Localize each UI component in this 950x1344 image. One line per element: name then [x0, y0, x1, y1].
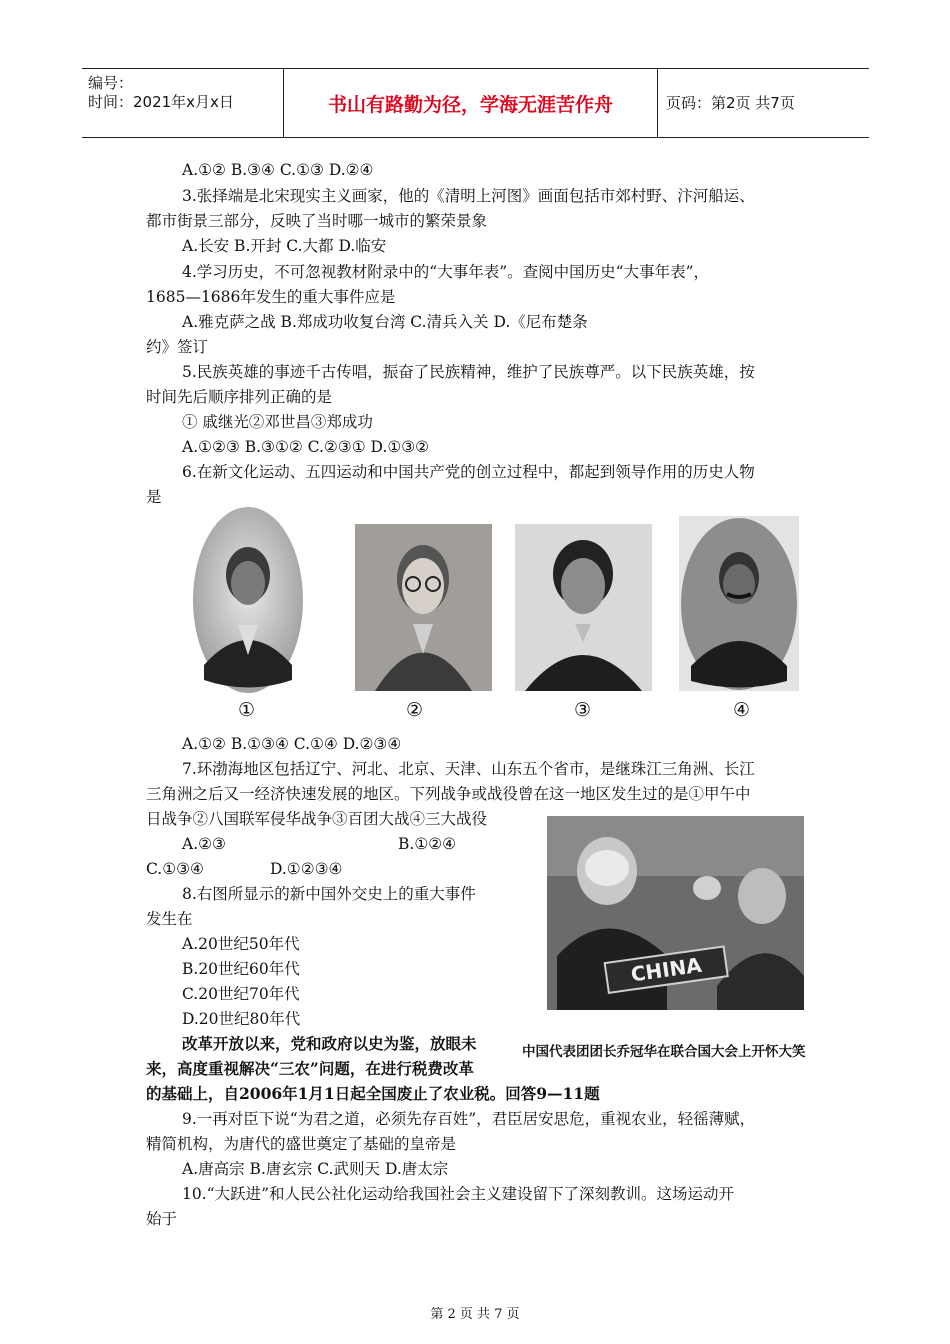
passage-line-3: 的基础上，自2006年1月1日起全国废止了农业税。回答9—11题 — [146, 1084, 600, 1103]
motto: 书山有路勤为径，学海无涯苦作舟 — [327, 94, 613, 116]
q8-option-c: C.20世纪70年代 — [182, 985, 300, 1003]
q6-options: A.①② B.①③④ C.①④ D.②③④ — [182, 735, 402, 753]
q7-stem-1: 7.环渤海地区包括辽宁、河北、北京、天津、山东五个省市，是继珠江三角洲、长江 — [182, 760, 755, 778]
q5-options: A.①②③ B.③①② C.②③① D.①③② — [182, 438, 430, 456]
q7-option-a: A.②③ — [182, 835, 226, 853]
portrait-4-number: ④ — [733, 699, 751, 721]
portrait-1 — [192, 505, 304, 695]
page-label: 页码：第2页 共7页 — [666, 94, 795, 112]
portrait-2 — [355, 524, 492, 691]
q7-option-b: B.①②④ — [398, 835, 457, 853]
q6-stem-2: 是 — [146, 488, 162, 506]
q4-stem-1: 4.学习历史，不可忽视教材附录中的“大事年表”。查阅中国历史“大事年表”， — [182, 263, 709, 281]
q6-stem-1: 6.在新文化运动、五四运动和中国共产党的创立过程中，都起到领导作用的历史人物 — [182, 463, 755, 481]
q8-option-a: A.20世纪50年代 — [182, 935, 300, 953]
header-page-cell — [658, 69, 869, 137]
q3-options: A.长安 B.开封 C.大都 D.临安 — [182, 237, 387, 255]
portrait-3-number: ③ — [574, 699, 592, 721]
q10-stem-2: 始于 — [146, 1210, 178, 1228]
portrait-3 — [515, 524, 652, 691]
q8-option-b: B.20世纪60年代 — [182, 960, 300, 978]
q5-items: ① 戚继光②邓世昌③郑成功 — [182, 413, 373, 431]
header-motto-cell — [284, 69, 658, 137]
q8-stem-1: 8.右图所显示的新中国外交史上的重大事件 — [182, 885, 476, 903]
q9-options: A.唐高宗 B.唐玄宗 C.武则天 D.唐太宗 — [182, 1160, 449, 1178]
date-label: 时间：2021年x月x日 — [88, 93, 234, 111]
q7-option-c: C.①③④ — [146, 860, 204, 878]
q4-options-cont: 约》签订 — [146, 338, 209, 356]
page-footer: 第 2 页 共 7 页 — [430, 1307, 520, 1322]
q8-stem-2: 发生在 — [146, 910, 193, 928]
serial-label: 编号： — [88, 74, 134, 92]
q10-stem-1: 10.“大跃进”和人民公社化运动给我国社会主义建设留下了深刻教训。这场运动开 — [182, 1185, 735, 1203]
q2-options: A.①② B.③④ C.①③ D.②④ — [182, 161, 374, 179]
q3-stem-1: 3.张择端是北宋现实主义画家，他的《清明上河图》画面包括市郊村野、汴河船运、 — [182, 187, 755, 205]
header-info-cell — [82, 69, 284, 137]
un-assembly-photo — [547, 816, 804, 1010]
q4-options: A.雅克萨之战 B.郑成功收复台湾 C.清兵入关 D.《尼布楚条 — [182, 313, 588, 331]
q5-stem-1: 5.民族英雄的事迹千古传唱，振奋了民族精神，维护了民族尊严。以下民族英雄，按 — [182, 363, 755, 381]
q5-stem-2: 时间先后顺序排列正确的是 — [146, 388, 333, 406]
q4-stem-2: 1685—1686年发生的重大事件应是 — [146, 288, 396, 306]
q8-option-d: D.20世纪80年代 — [182, 1010, 301, 1028]
portrait-1-number: ① — [238, 699, 256, 721]
portrait-2-number: ② — [406, 699, 424, 721]
q7-option-d: D.①②③④ — [270, 860, 343, 878]
q9-stem-1: 9.一再对臣下说“为君之道，必须先存百姓”，君臣居安思危，重视农业，轻徭薄赋， — [182, 1110, 756, 1128]
page-header — [82, 68, 869, 138]
un-photo-caption: 中国代表团团长乔冠华在联合国大会上开怀大笑 — [522, 1044, 806, 1060]
q9-stem-2: 精简机构，为唐代的盛世奠定了基础的皇帝是 — [146, 1135, 457, 1153]
passage-line-1: 改革开放以来，党和政府以史为鉴，放眼未 — [182, 1034, 477, 1053]
q3-stem-2: 都市街景三部分，反映了当时哪一城市的繁荣景象 — [146, 212, 488, 230]
china-nameplate: CHINA — [629, 952, 704, 987]
passage-line-2: 来，高度重视解决“三农”问题，在进行税费改革 — [146, 1059, 474, 1078]
q7-stem-3: 日战争②八国联军侵华战争③百团大战④三大战役 — [146, 810, 488, 828]
portrait-4 — [679, 516, 799, 691]
q7-stem-2: 三角洲之后又一经济快速发展的地区。下列战争或战役曾在这一地区发生过的是①甲午中 — [146, 785, 751, 803]
